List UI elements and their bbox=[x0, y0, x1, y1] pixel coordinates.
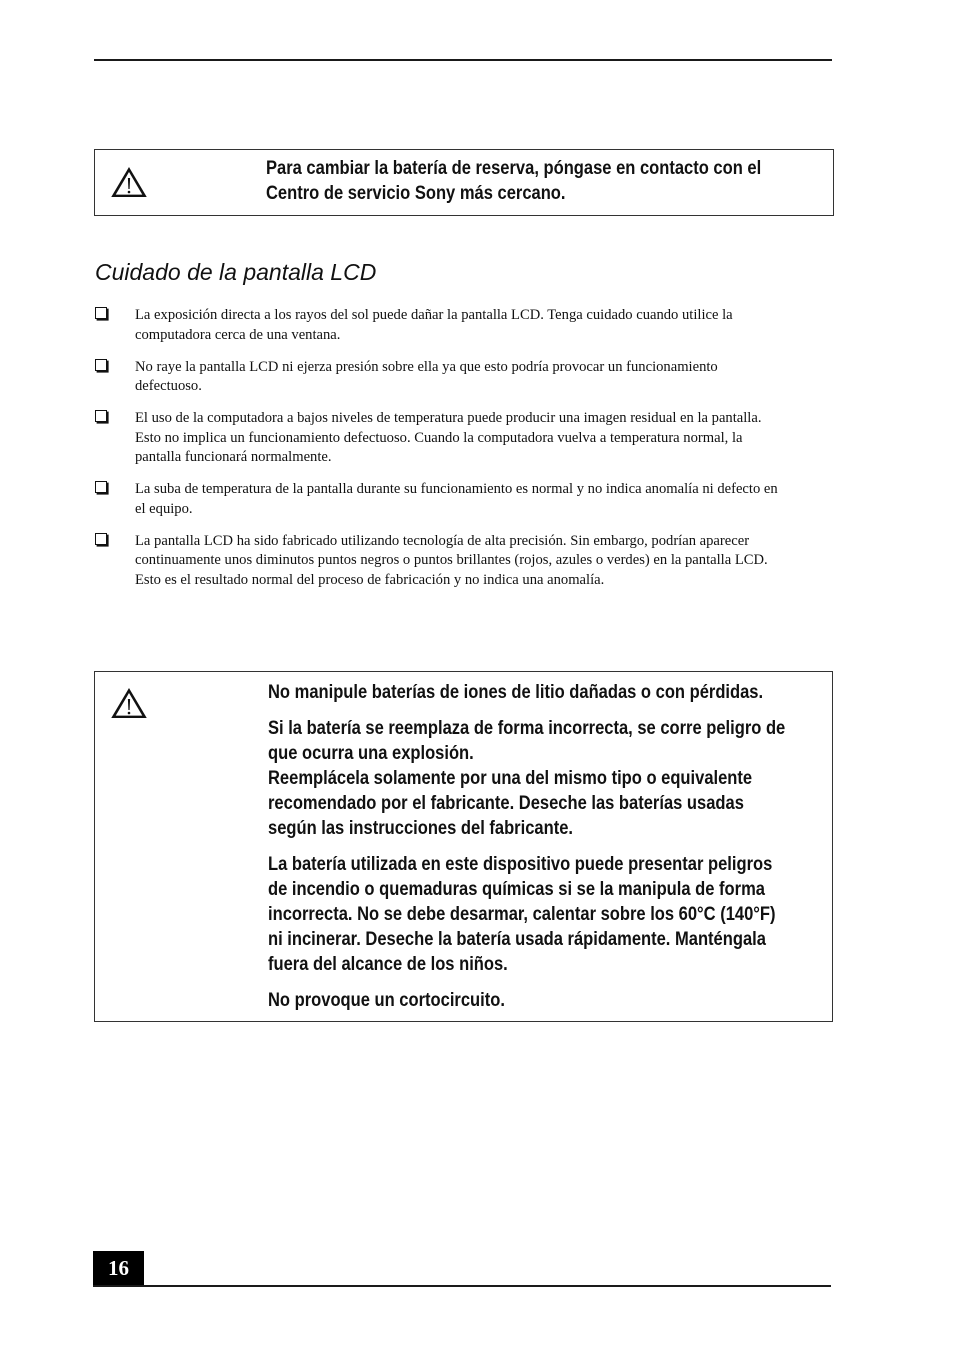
warning-paragraph bbox=[268, 852, 820, 977]
list-item-line: La pantalla LCD ha sido fabricado utilizando tecnología de alta precisión. Sin embargo, podrían aparecer bbox=[135, 532, 750, 549]
warning-paragraph bbox=[268, 680, 820, 705]
warning-line: de incendio o quemaduras químicas si se la manipula de forma bbox=[268, 879, 765, 900]
list-item-line: No raye la pantalla LCD ni ejerza presión sobre ella ya que esto podría provocar un funcionamiento bbox=[135, 358, 718, 375]
list-item-line: Esto no implica un funcionamiento defectuoso. Cuando la computadora vuelva a temperatura normal, la bbox=[135, 429, 743, 446]
list-item-line: La exposición directa a los rayos del sol puede dañar la pantalla LCD. Tenga cuidado cuando utilice la bbox=[135, 307, 733, 323]
section-title: Cuidado de la pantalla LCD bbox=[95, 259, 377, 285]
warning-paragraph bbox=[268, 766, 820, 841]
footer-rule bbox=[93, 1285, 831, 1287]
list-item bbox=[94, 409, 834, 468]
warning-line: Para cambiar la batería de reserva, póngase en contacto con el bbox=[266, 158, 762, 179]
warning-triangle-icon bbox=[111, 167, 147, 199]
checkbox-icon bbox=[95, 359, 107, 371]
header-rule bbox=[94, 59, 832, 61]
warning-text bbox=[266, 156, 797, 206]
warning-line: Reemplácela solamente por una del mismo tipo o equivalente bbox=[268, 768, 753, 789]
warning-text bbox=[268, 680, 820, 1013]
warning-line: Centro de servicio Sony más cercano. bbox=[266, 183, 566, 204]
list-item bbox=[94, 532, 834, 591]
list-item-line: el equipo. bbox=[135, 500, 193, 517]
warning-line: No manipule baterías de iones de litio dañadas o con pérdidas. bbox=[268, 682, 764, 703]
warning-line: fuera del alcance de los niños. bbox=[268, 954, 508, 975]
lcd-care-list bbox=[94, 306, 834, 590]
list-item-line: La suba de temperatura de la pantalla durante su funcionamiento es normal y no indica anomalía ni defecto en bbox=[135, 481, 778, 497]
warning-line: Si la batería se reemplaza de forma incorrecta, se corre peligro de bbox=[268, 718, 786, 739]
checkbox-icon bbox=[95, 481, 107, 493]
warning-paragraph bbox=[268, 716, 820, 766]
warning-box-backup-battery bbox=[94, 149, 834, 216]
checkbox-icon bbox=[95, 410, 107, 422]
warning-paragraph bbox=[268, 988, 820, 1013]
warning-line: que ocurra una explosión. bbox=[268, 743, 474, 764]
list-item-line: El uso de la computadora a bajos niveles de temperatura puede producir una imagen residual en la pantalla. bbox=[135, 410, 762, 426]
list-item bbox=[94, 480, 834, 519]
list-item-line: Esto es el resultado normal del proceso de fabricación y no indica una anomalía. bbox=[135, 571, 605, 588]
list-item-line: pantalla funcionará normalmente. bbox=[135, 449, 332, 465]
warning-line: según las instrucciones del fabricante. bbox=[268, 818, 573, 839]
list-item-line: computadora cerca de una ventana. bbox=[135, 326, 341, 343]
warning-line: La batería utilizada en este dispositivo puede presentar peligros bbox=[268, 854, 773, 875]
list-item-line: continuamente unos diminutos puntos negros o puntos brillantes (rojos, azules o verdes) en la pantalla LCD. bbox=[135, 552, 768, 568]
warning-triangle-icon bbox=[111, 688, 147, 720]
checkbox-icon bbox=[95, 307, 107, 319]
list-item-line: defectuoso. bbox=[135, 378, 202, 394]
checkbox-icon bbox=[95, 533, 107, 545]
warning-line: recomendado por el fabricante. Deseche las baterías usadas bbox=[268, 793, 744, 814]
warning-line: incorrecta. No se debe desarmar, calentar sobre los 60°C (140°F) bbox=[268, 904, 776, 925]
warning-line: ni incinerar. Deseche la batería usada rápidamente. Manténgala bbox=[268, 929, 766, 950]
warning-box-lithium-battery bbox=[94, 671, 833, 1022]
list-item bbox=[94, 306, 834, 345]
list-item bbox=[94, 358, 834, 397]
page-number: 16 bbox=[93, 1251, 144, 1286]
warning-line: No provoque un cortocircuito. bbox=[268, 990, 505, 1011]
